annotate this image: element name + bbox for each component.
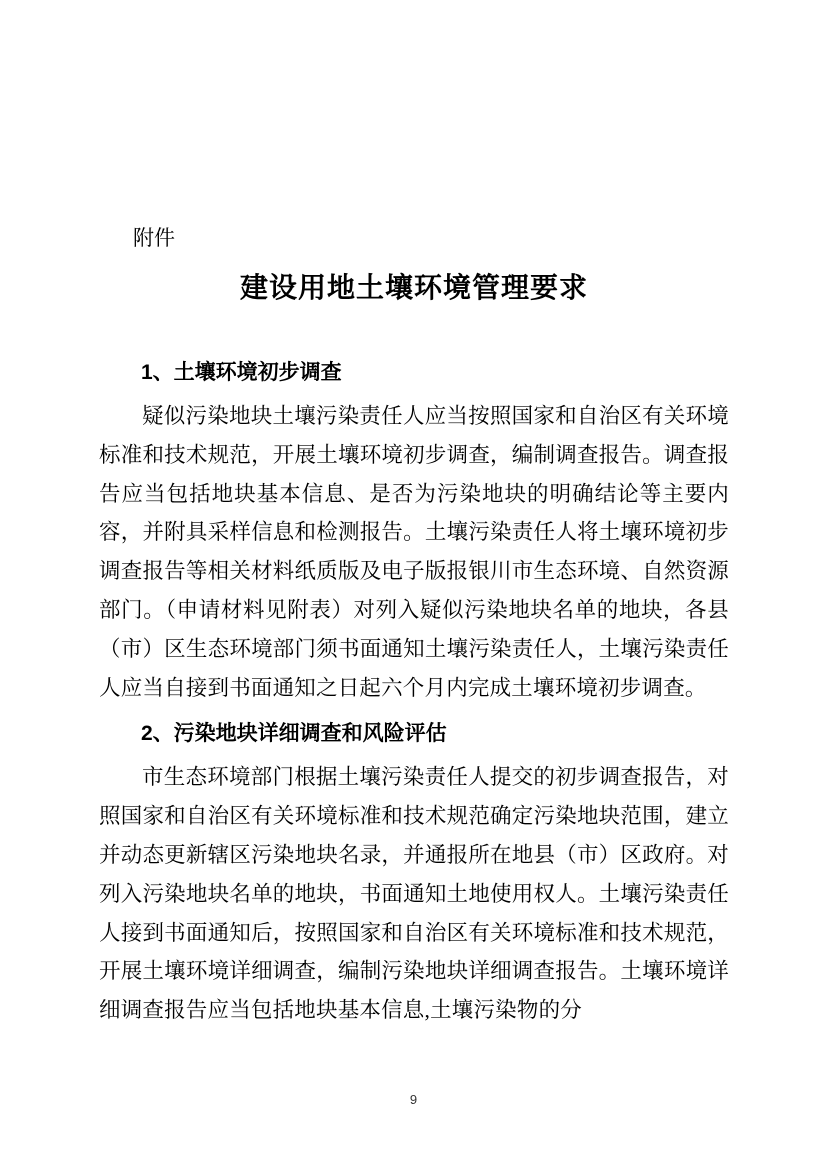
section-1-paragraph: 疑似污染地块土壤污染责任人应当按照国家和自治区有关环境标准和技术规范，开展土壤环境初步调查，编制调查报告。调查报告应当包括地块基本信息、是否为污染地块的明确结论等主要内容，并附具采样信息和检测报告。土壤污染责任人将土壤环境初步调查报告等相关材料纸质版及电子版报银川市生态环境、自然资源部门。（申请材料见附表）对列入疑似污染地块名单的地块，各县（市）区生态环境部门须书面通知土壤污染责任人，土壤污染责任人应当自接到书面通知之日起六个月内完成土壤环境初步调查。 [99,404,729,700]
document-title: 建设用地土壤环境管理要求 [239,272,588,303]
attachment-label: 附件 [133,227,175,250]
section-1-heading: 1、土壤环境初步调查 [141,361,342,384]
page-number: 9 [409,1092,418,1107]
document-content [99,0,729,1030]
section-2-paragraph: 市生态环境部门根据土壤污染责任人提交的初步调查报告，对照国家和自治区有关环境标准和技术规范确定污染地块范围，建立并动态更新辖区污染地块名录，并通报所在地县（市）区政府。对列入污染地块名单的地块，书面通知土地使用权人。土壤污染责任人接到书面通知后，按照国家和自治区有关环境标准和技术规范，开展土壤环境详细调查，编制污染地块详细调查报告。土壤环境详细调查报告应当包括地块基本信息,土壤污染物的分 [99,765,729,1023]
section-2-heading: 2、污染地块详细调查和风险评估 [141,722,447,746]
